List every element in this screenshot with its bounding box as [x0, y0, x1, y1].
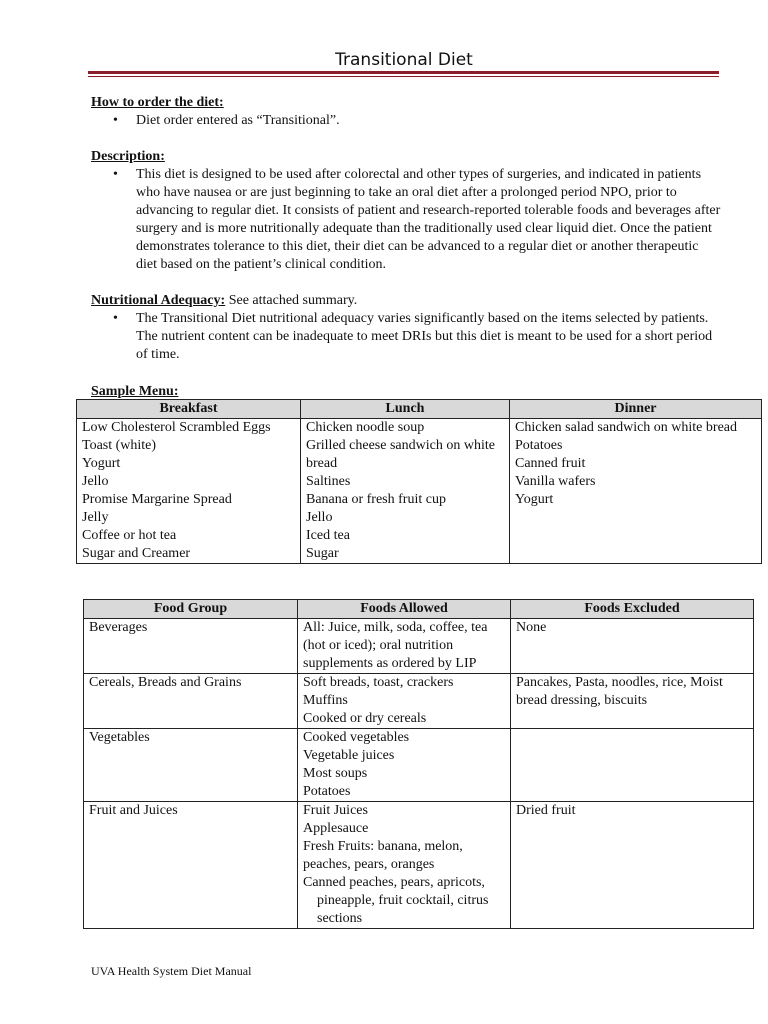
foods-allowed-cell — [298, 802, 511, 929]
order-heading: How to order the diet: — [91, 95, 224, 110]
breakfast-item: Low Cholesterol Scrambled Eggs — [82, 420, 271, 435]
foods-allowed-item: All: Juice, milk, soda, coffee, tea (hot or iced); oral nutrition supplements as ordered by LIP — [303, 620, 488, 671]
foods-excluded-item: Dried fruit — [516, 803, 576, 818]
foods-excluded-cell — [511, 619, 754, 674]
order-section — [91, 94, 731, 130]
lunch-item: Chicken noodle soup — [306, 420, 425, 435]
breakfast-cell — [77, 419, 301, 564]
sample-menu-header-breakfast: Breakfast — [77, 400, 301, 419]
foods-allowed-item: Cooked or dry cereals — [303, 711, 427, 726]
breakfast-item: Yogurt — [82, 456, 121, 471]
foods-excluded-cell — [511, 674, 754, 729]
adequacy-section — [91, 292, 721, 364]
description-bullet: • This diet is designed to be used after colorectal and other types of surgeries, and indicated in patients who have nausea or are just beginning to take an oral diet after a prolonged period NPO, prior to advancing to regular diet. It consists of patient and research-reported tolerable foods and beverages after surgery and is more nutritionally adequate than the traditionally used clear liquid diet. Once the patient demonstrates tolerance to this diet, their diet can be advanced to a regular diet or another therapeutic diet based on the patient’s clinical condition. — [136, 166, 721, 274]
dinner-item: Potatoes — [515, 438, 563, 453]
foods-allowed-item: Muffins — [303, 693, 348, 708]
food-group-name: Vegetables — [84, 729, 298, 802]
foods-allowed-item: Fruit Juices — [303, 803, 368, 818]
description-list — [91, 166, 721, 274]
order-bullet: • Diet order entered as “Transitional”. — [136, 112, 731, 130]
breakfast-item: Coffee or hot tea — [82, 528, 177, 543]
foods-allowed-cell — [298, 729, 511, 802]
lunch-cell — [301, 419, 510, 564]
dinner-item: Vanilla wafers — [515, 474, 596, 489]
footer: UVA Health System Diet Manual — [91, 964, 252, 978]
foods-allowed-item: Cooked vegetables — [303, 730, 410, 745]
dinner-item: Yogurt — [515, 492, 554, 507]
breakfast-item: Sugar and Creamer — [82, 546, 191, 561]
foods-allowed-cell — [298, 619, 511, 674]
food-group-header-row — [84, 600, 754, 619]
foods-allowed-item: Most soups — [303, 766, 368, 781]
dinner-item: Chicken salad sandwich on white bread — [515, 420, 737, 435]
lunch-item: Sugar — [306, 546, 339, 561]
food-group-name: Fruit and Juices — [84, 802, 298, 929]
foods-allowed-cell — [298, 674, 511, 729]
foods-allowed-item: Potatoes — [303, 784, 351, 799]
adequacy-note: See attached summary. — [225, 293, 358, 308]
foods-allowed-item: Soft breads, toast, crackers — [303, 675, 454, 690]
foods-excluded-cell — [511, 729, 754, 802]
foods-excluded-item: Pancakes, Pasta, noodles, rice, Moist bread dressing, biscuits — [516, 675, 723, 708]
adequacy-heading-line — [91, 292, 721, 310]
foods-excluded-item: None — [516, 620, 547, 635]
adequacy-bullet: • The Transitional Diet nutritional adequacy varies significantly based on the items selected by patients. The nutrient content can be inadequate to meet DRIs but this diet is meant to be used for a short period of time. — [136, 310, 721, 364]
foods-allowed-item: Vegetable juices — [303, 748, 395, 763]
foods-allowed-item: Fresh Fruits: banana, melon, peaches, pears, oranges — [303, 839, 463, 872]
dinner-item: Canned fruit — [515, 456, 586, 471]
breakfast-item: Toast (white) — [82, 438, 157, 453]
sample-menu-table — [76, 399, 762, 564]
page-title: Transitional Diet — [335, 50, 473, 70]
description-heading: Description: — [91, 149, 165, 164]
sample-menu-header-row — [77, 400, 762, 419]
foods-allowed-item: Canned peaches, pears, apricots, pineapple, fruit cocktail, citrus sections — [303, 875, 489, 926]
dinner-cell — [510, 419, 762, 564]
food-group-row — [84, 619, 754, 674]
adequacy-heading: Nutritional Adequacy: — [91, 293, 226, 308]
breakfast-item: Jelly — [82, 510, 109, 525]
title-rule-thick — [88, 71, 719, 74]
foods-excluded-cell — [511, 802, 754, 929]
lunch-item: Iced tea — [306, 528, 350, 543]
order-list — [91, 112, 731, 130]
food-group-header-group: Food Group — [84, 600, 298, 619]
description-section — [91, 148, 721, 274]
food-group-header-allowed: Foods Allowed — [298, 600, 511, 619]
food-group-body — [84, 619, 754, 929]
adequacy-list — [91, 310, 721, 364]
food-group-table — [83, 599, 754, 929]
breakfast-item: Jello — [82, 474, 109, 489]
title-rule-thin — [88, 76, 719, 77]
sample-menu-row — [77, 419, 762, 564]
food-group-row — [84, 674, 754, 729]
sample-menu-header-lunch: Lunch — [301, 400, 510, 419]
food-group-row — [84, 802, 754, 929]
foods-allowed-item: Applesauce — [303, 821, 369, 836]
lunch-item: Saltines — [306, 474, 351, 489]
lunch-item: Jello — [306, 510, 333, 525]
sample-menu-heading: Sample Menu: — [91, 384, 179, 399]
sample-menu-header-dinner: Dinner — [510, 400, 762, 419]
lunch-item: Grilled cheese sandwich on white bread — [306, 438, 495, 471]
food-group-name: Cereals, Breads and Grains — [84, 674, 298, 729]
lunch-item: Banana or fresh fruit cup — [306, 492, 446, 507]
food-group-row — [84, 729, 754, 802]
food-group-header-excluded: Foods Excluded — [511, 600, 754, 619]
breakfast-item: Promise Margarine Spread — [82, 492, 232, 507]
food-group-name: Beverages — [84, 619, 298, 674]
